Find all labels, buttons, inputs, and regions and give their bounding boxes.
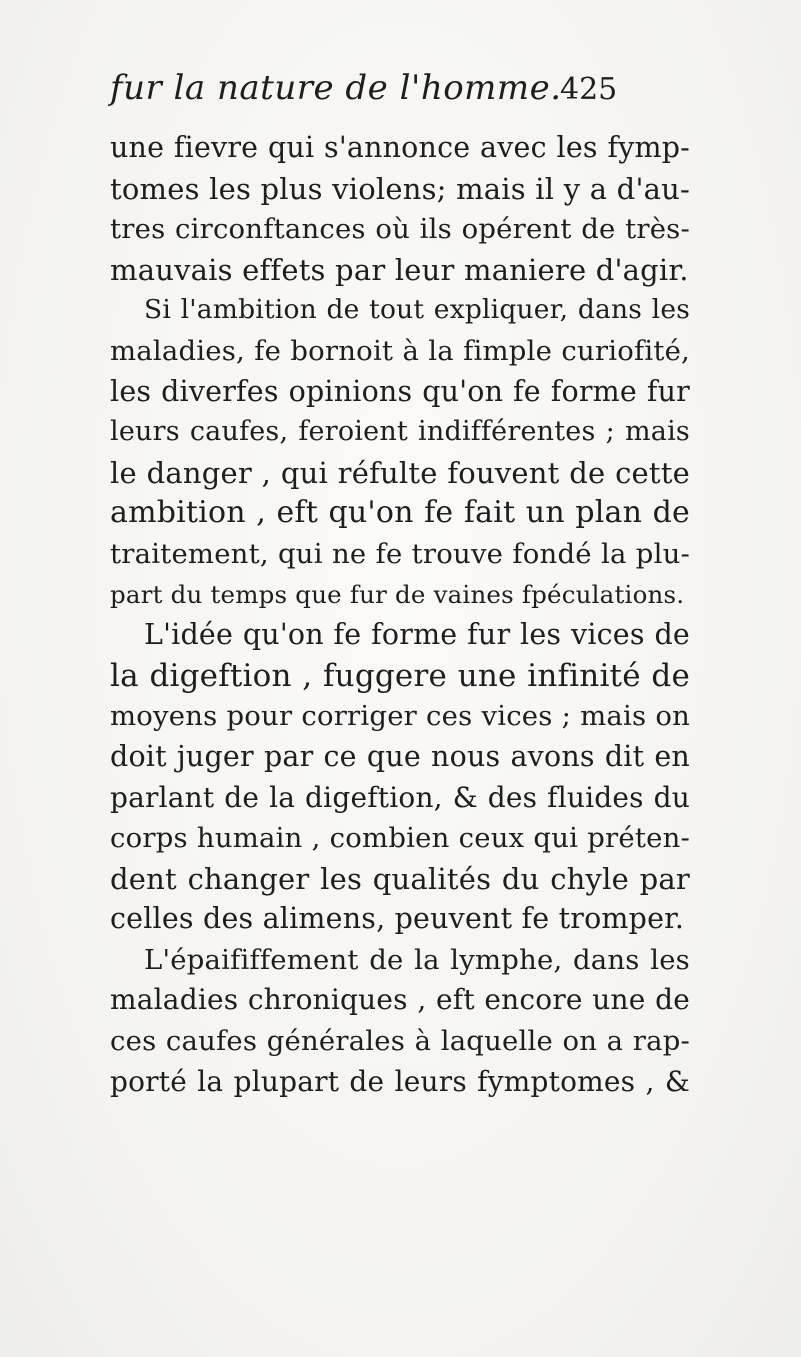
text-line: corps humain , combien ceux qui préten- xyxy=(110,822,690,855)
text-line: le danger , qui réfulte fouvent de cette xyxy=(110,455,690,490)
text-line: ambition , eft qu'on fe fait un plan de xyxy=(110,495,690,531)
text-line: maladies chroniques , eft encore une de xyxy=(110,983,690,1017)
text-line: L'idée qu'on fe forme fur les vices de xyxy=(144,618,690,652)
text-line: part du temps que fur de vaines fpéculations. xyxy=(110,579,685,609)
text-line: les diverfes opinions qu'on fe forme fur xyxy=(110,374,690,408)
text-line: tres circonftances où ils opérent de très- xyxy=(110,213,690,246)
text-line: maladies, fe bornoit à la fimple curiofité, xyxy=(110,334,690,367)
text-line: dent changer les qualités du chyle par xyxy=(110,861,690,896)
text-line: moyens pour corriger ces vices ; mais on xyxy=(110,700,690,733)
page-header xyxy=(110,68,690,112)
text-line: tomes les plus violens; mais il y a d'au- xyxy=(110,171,690,206)
text-line: Si l'ambition de tout expliquer, dans les xyxy=(144,294,690,326)
text-line: doit juger par ce que nous avons dit en xyxy=(110,739,690,773)
running-title: fur la nature de l'homme. xyxy=(110,68,562,108)
text-line: leurs caufes, feroient indifférentes ; mais xyxy=(110,416,690,448)
text-line: porté la plupart de leurs fymptomes , & xyxy=(110,1064,690,1098)
text-line: mauvais effets par leur maniere d'agir. xyxy=(110,252,689,287)
text-line: ces caufes générales à laquelle on a rap- xyxy=(110,1025,690,1058)
body-text xyxy=(110,128,690,1102)
text-line: L'épaififfement de la lymphe, dans les xyxy=(144,943,690,976)
text-line: la digeftion , fuggere une infinité de xyxy=(110,657,690,694)
text-line: une fievre qui s'annonce avec les fymp- xyxy=(110,131,690,164)
text-line: parlant de la digeftion, & des fluides du xyxy=(110,780,690,814)
page-number: 425 xyxy=(560,72,618,107)
text-line: traitement, qui ne fe trouve fondé la plu- xyxy=(110,537,690,570)
text-line: celles des alimens, peuvent fe tromper. xyxy=(110,902,685,936)
